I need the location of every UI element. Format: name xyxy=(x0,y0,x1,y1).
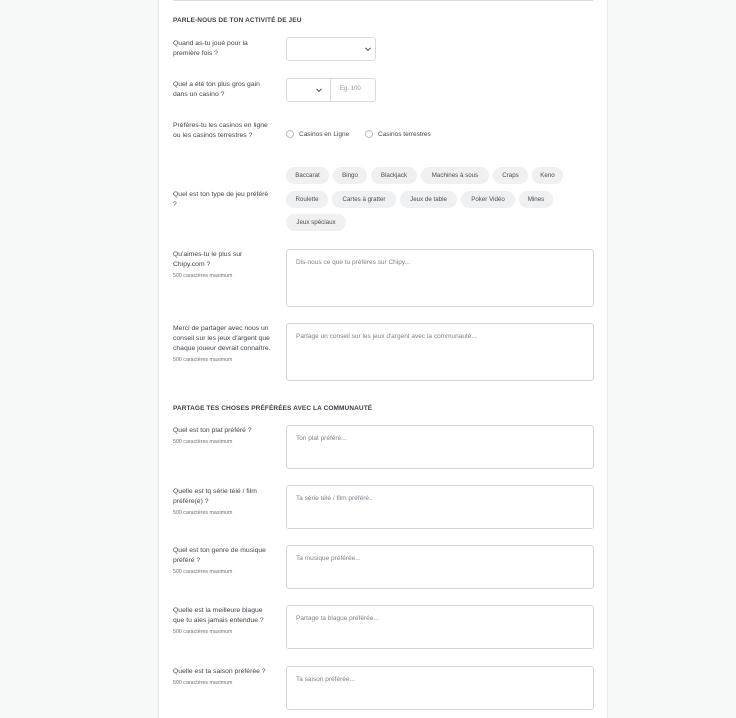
chip-blackjack[interactable]: Blackjack xyxy=(371,167,417,184)
section-title-gaming-activity: PARLE-NOUS DE TON ACTIVITÉ DE JEU xyxy=(173,17,302,24)
radio-online-label: Casinos en Ligne xyxy=(299,130,350,138)
series-question xyxy=(173,487,273,517)
casino-pref-question xyxy=(173,121,273,141)
chip-baccarat[interactable]: Baccarat xyxy=(286,167,329,184)
like-chipy-textarea[interactable] xyxy=(286,249,594,307)
chevron-down-icon xyxy=(365,45,371,51)
dish-textarea[interactable] xyxy=(286,425,594,469)
first-play-question xyxy=(173,39,273,59)
first-play-label: Quand as-tu joué pour la première fois ? xyxy=(173,40,248,57)
joke-label: Quelle est la meilleure blague que tu aies jamais entendue ? xyxy=(173,607,264,624)
first-play-select[interactable] xyxy=(286,37,376,61)
biggest-win-question xyxy=(173,80,273,100)
radio-circle-icon xyxy=(286,130,294,138)
chip-scratch-cards[interactable]: Cartes à gratter xyxy=(332,191,396,208)
game-type-question xyxy=(173,190,273,210)
win-amount-input[interactable] xyxy=(330,78,376,102)
currency-select[interactable] xyxy=(286,78,331,102)
joke-placeholder: Partage ta blague préférée... xyxy=(296,615,379,622)
music-question xyxy=(173,546,273,576)
char-limit-hint: 500 caractères maximum xyxy=(173,439,233,445)
music-textarea[interactable] xyxy=(286,545,594,589)
chip-special-games[interactable]: Jeux spéciaux xyxy=(286,214,346,231)
like-chipy-label: Qu'aimes-tu le plus sur Chipy.com ? xyxy=(173,251,243,268)
dish-question xyxy=(173,426,273,446)
season-textarea[interactable] xyxy=(286,666,594,710)
series-textarea[interactable] xyxy=(286,485,594,529)
char-limit-hint: 500 caractères maximum xyxy=(173,629,233,635)
joke-textarea[interactable] xyxy=(286,605,594,649)
section-divider xyxy=(173,0,593,1)
chip-craps[interactable]: Craps xyxy=(493,167,528,184)
season-placeholder: Ta saison préférée... xyxy=(296,676,355,683)
series-placeholder: Ta série télé / film préféré.. xyxy=(296,495,373,502)
like-chipy-placeholder: Dis-nous ce que tu préfères sur Chipy... xyxy=(296,259,411,266)
chip-slots[interactable]: Machines à sous xyxy=(421,167,489,184)
dish-placeholder: Ton plat préféré... xyxy=(296,435,347,442)
chip-mines[interactable]: Mines xyxy=(519,191,553,208)
radio-circle-icon xyxy=(365,130,373,138)
advice-question xyxy=(173,324,273,364)
season-question xyxy=(173,667,273,687)
advice-label: Merci de partager avec nous un conseil sur les jeux d'argent que chaque joueur devrait connaître. xyxy=(173,325,271,352)
advice-placeholder: Partage un conseil sur les jeux d'argent avec la communauté... xyxy=(296,333,477,340)
like-chipy-question xyxy=(173,250,273,280)
music-placeholder: Ta musique préférée... xyxy=(296,555,361,562)
radio-online-casinos[interactable] xyxy=(286,130,349,138)
dish-label: Quel est ton plat préféré ? xyxy=(173,427,252,434)
char-limit-hint: 500 caractères maximum xyxy=(173,569,233,575)
char-limit-hint: 500 caractères maximum xyxy=(173,357,233,363)
chip-table-games[interactable]: Jeux de table xyxy=(400,191,457,208)
joke-question xyxy=(173,606,273,636)
casino-pref-label: Préfères-tu les casinos en ligne ou les casinos terrestres ? xyxy=(173,122,268,139)
game-type-label: Quel est ton type de jeu préféré ? xyxy=(173,191,269,208)
char-limit-hint: 500 caractères maximum xyxy=(173,510,233,516)
radio-land-casinos[interactable] xyxy=(365,130,431,138)
chip-bingo[interactable]: Bingo xyxy=(333,167,367,184)
char-limit-hint: 500 caractères maximum xyxy=(173,680,233,686)
chip-roulette[interactable]: Roulette xyxy=(286,191,328,208)
chip-keno[interactable]: Keno xyxy=(532,167,563,184)
win-amount-placeholder: Eg. 100 xyxy=(340,86,361,92)
series-label: Quelle est tq série télé / film préfére(e) ? xyxy=(173,488,257,505)
music-label: Quel est ton genre de musique préféré ? xyxy=(173,547,266,564)
chip-video-poker[interactable]: Poker Vidéo xyxy=(461,191,515,208)
section-title-favorites: PARTAGE TES CHOSES PRÉFÉRÉES AVEC LA COMMUNAUTÉ xyxy=(173,405,373,412)
chevron-down-icon xyxy=(316,86,322,92)
biggest-win-label: Quel a été ton plus gros gain dans un casino ? xyxy=(173,81,260,98)
advice-textarea[interactable] xyxy=(286,323,594,381)
radio-land-label: Casinos terrestres xyxy=(378,130,431,138)
season-label: Quelle est ta saison préférée ? xyxy=(173,668,266,675)
char-limit-hint: 500 caractères maximum xyxy=(173,273,233,279)
